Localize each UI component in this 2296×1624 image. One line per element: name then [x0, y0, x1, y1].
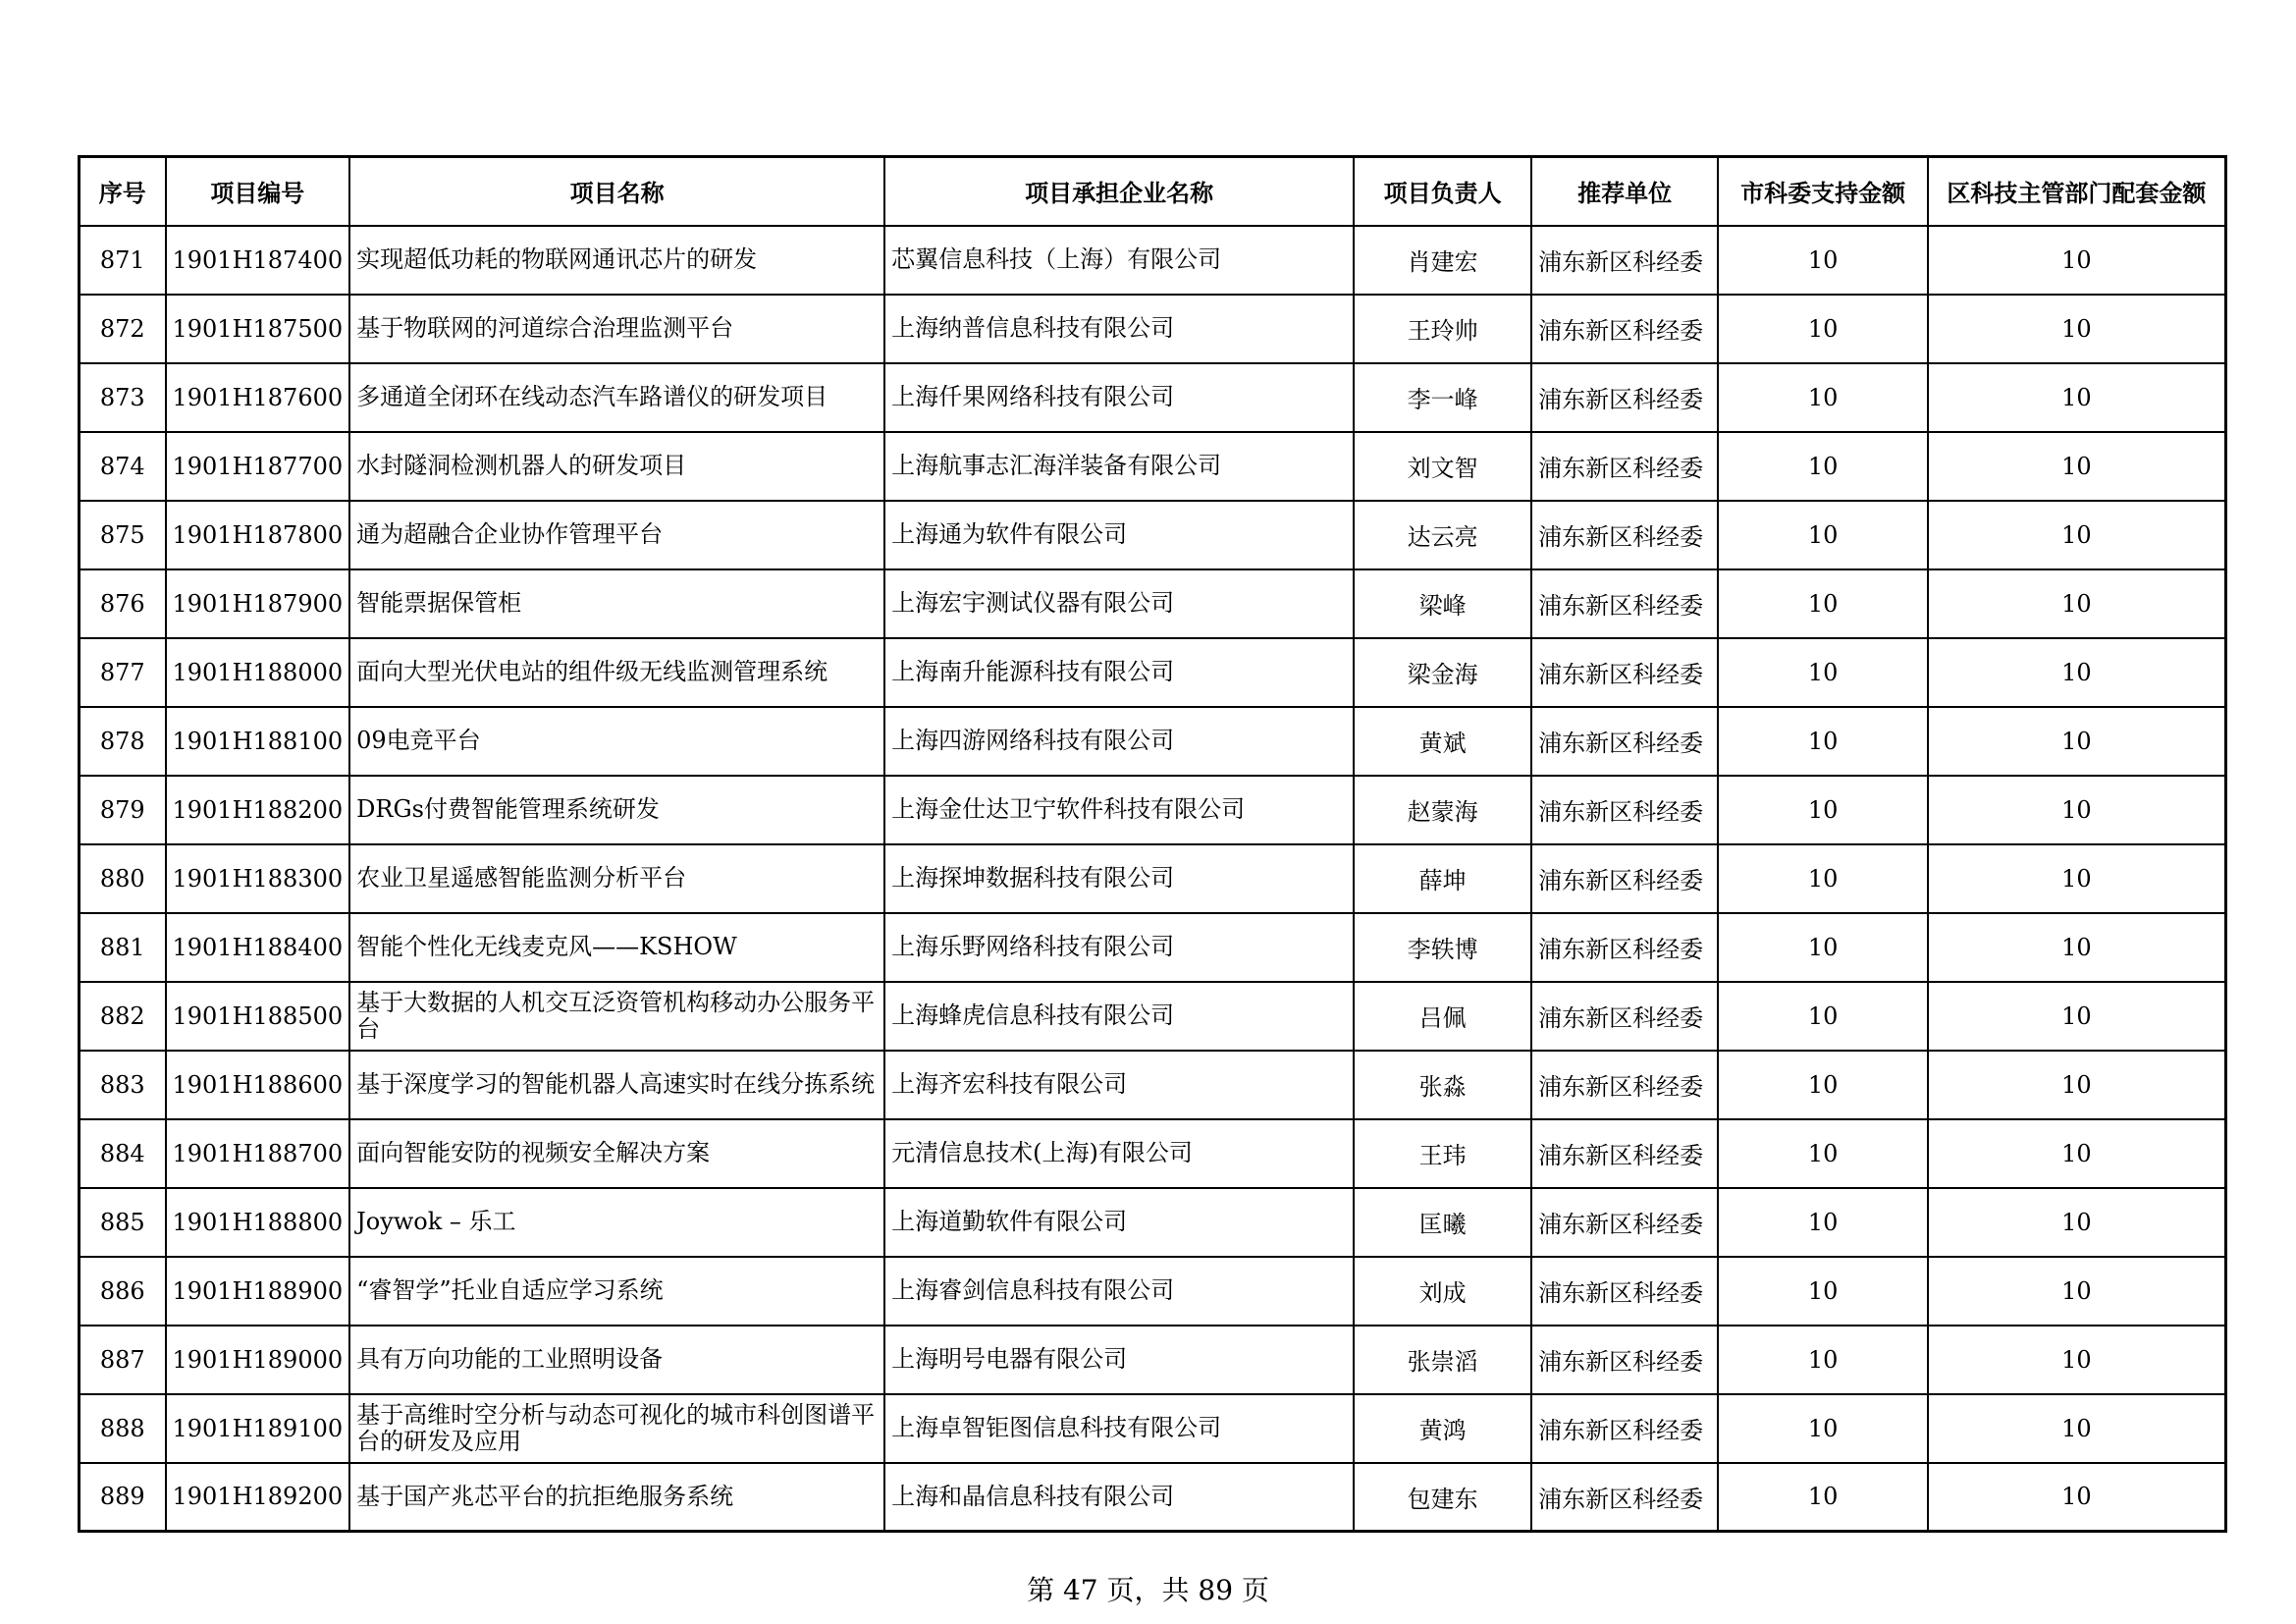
- cell-city-funding: 10: [1718, 1257, 1928, 1326]
- cell-district-funding: 10: [1928, 501, 2225, 569]
- table-row: [80, 569, 2226, 638]
- cell-seq: 886: [80, 1257, 166, 1326]
- cell-district-funding: 10: [1928, 913, 2225, 982]
- cell-district-funding: 10: [1928, 295, 2225, 363]
- cell-seq: 882: [80, 982, 166, 1051]
- cell-recommender: 浦东新区科经委: [1531, 707, 1718, 776]
- cell-project-id: 1901H189000: [166, 1326, 350, 1394]
- table-row: [80, 844, 2226, 913]
- cell-seq: 883: [80, 1051, 166, 1119]
- cell-city-funding: 10: [1718, 1051, 1928, 1119]
- cell-company: 上海纳普信息科技有限公司: [884, 295, 1354, 363]
- table-row: [80, 363, 2226, 432]
- col-header-project-id: 项目编号: [166, 157, 350, 226]
- cell-project-name: 基于大数据的人机交互泛资管机构移动办公服务平台: [349, 982, 884, 1051]
- cell-seq: 885: [80, 1188, 166, 1257]
- cell-city-funding: 10: [1718, 1463, 1928, 1532]
- cell-recommender: 浦东新区科经委: [1531, 776, 1718, 844]
- cell-district-funding: 10: [1928, 226, 2225, 295]
- table-row: [80, 226, 2226, 295]
- table-row: [80, 707, 2226, 776]
- cell-city-funding: 10: [1718, 1188, 1928, 1257]
- cell-recommender: 浦东新区科经委: [1531, 1394, 1718, 1463]
- cell-project-name: 基于高维时空分析与动态可视化的城市科创图谱平台的研发及应用: [349, 1394, 884, 1463]
- cell-seq: 875: [80, 501, 166, 569]
- cell-leader: 李轶博: [1354, 913, 1531, 982]
- cell-project-id: 1901H188400: [166, 913, 350, 982]
- cell-leader: 梁金海: [1354, 638, 1531, 707]
- cell-project-id: 1901H188100: [166, 707, 350, 776]
- cell-company: 上海南升能源科技有限公司: [884, 638, 1354, 707]
- cell-city-funding: 10: [1718, 363, 1928, 432]
- col-header-company: 项目承担企业名称: [884, 157, 1354, 226]
- col-header-district-funding: 区科技主管部门配套金额: [1928, 157, 2225, 226]
- cell-leader: 王玮: [1354, 1119, 1531, 1188]
- col-header-recommender: 推荐单位: [1531, 157, 1718, 226]
- cell-project-name: 面向大型光伏电站的组件级无线监测管理系统: [349, 638, 884, 707]
- cell-district-funding: 10: [1928, 1394, 2225, 1463]
- cell-city-funding: 10: [1718, 707, 1928, 776]
- cell-project-name: 基于物联网的河道综合治理监测平台: [349, 295, 884, 363]
- cell-city-funding: 10: [1718, 844, 1928, 913]
- cell-leader: 张淼: [1354, 1051, 1531, 1119]
- cell-seq: 884: [80, 1119, 166, 1188]
- cell-city-funding: 10: [1718, 432, 1928, 501]
- table-row: [80, 1188, 2226, 1257]
- cell-leader: 吕佩: [1354, 982, 1531, 1051]
- cell-project-name: “睿智学”托业自适应学习系统: [349, 1257, 884, 1326]
- project-table: [78, 155, 2227, 1533]
- cell-project-name: 面向智能安防的视频安全解决方案: [349, 1119, 884, 1188]
- cell-leader: 包建东: [1354, 1463, 1531, 1532]
- cell-project-name: 农业卫星遥感智能监测分析平台: [349, 844, 884, 913]
- col-header-project-name: 项目名称: [349, 157, 884, 226]
- cell-company: 上海蜂虎信息科技有限公司: [884, 982, 1354, 1051]
- cell-project-id: 1901H188000: [166, 638, 350, 707]
- cell-recommender: 浦东新区科经委: [1531, 1326, 1718, 1394]
- cell-recommender: 浦东新区科经委: [1531, 638, 1718, 707]
- cell-project-id: 1901H188500: [166, 982, 350, 1051]
- cell-project-id: 1901H188900: [166, 1257, 350, 1326]
- cell-district-funding: 10: [1928, 1051, 2225, 1119]
- cell-company: 元清信息技术(上海)有限公司: [884, 1119, 1354, 1188]
- table-row: [80, 776, 2226, 844]
- cell-recommender: 浦东新区科经委: [1531, 1188, 1718, 1257]
- cell-leader: 黄鸿: [1354, 1394, 1531, 1463]
- table-row: [80, 1326, 2226, 1394]
- cell-city-funding: 10: [1718, 569, 1928, 638]
- cell-project-id: 1901H187800: [166, 501, 350, 569]
- cell-company: 上海齐宏科技有限公司: [884, 1051, 1354, 1119]
- table-row: [80, 501, 2226, 569]
- cell-district-funding: 10: [1928, 432, 2225, 501]
- table-row: [80, 295, 2226, 363]
- cell-project-id: 1901H188200: [166, 776, 350, 844]
- cell-project-id: 1901H187500: [166, 295, 350, 363]
- cell-project-name: 具有万向功能的工业照明设备: [349, 1326, 884, 1394]
- cell-company: 上海乐野网络科技有限公司: [884, 913, 1354, 982]
- cell-city-funding: 10: [1718, 982, 1928, 1051]
- cell-project-name: 基于深度学习的智能机器人高速实时在线分拣系统: [349, 1051, 884, 1119]
- cell-city-funding: 10: [1718, 501, 1928, 569]
- cell-company: 上海道勤软件有限公司: [884, 1188, 1354, 1257]
- cell-project-name: 多通道全闭环在线动态汽车路谱仪的研发项目: [349, 363, 884, 432]
- cell-seq: 876: [80, 569, 166, 638]
- cell-recommender: 浦东新区科经委: [1531, 363, 1718, 432]
- cell-project-name: 智能票据保管柜: [349, 569, 884, 638]
- cell-seq: 880: [80, 844, 166, 913]
- cell-recommender: 浦东新区科经委: [1531, 295, 1718, 363]
- cell-project-name: 水封隧洞检测机器人的研发项目: [349, 432, 884, 501]
- table-row: [80, 1257, 2226, 1326]
- cell-recommender: 浦东新区科经委: [1531, 432, 1718, 501]
- cell-company: 上海和晶信息科技有限公司: [884, 1463, 1354, 1532]
- cell-seq: 872: [80, 295, 166, 363]
- cell-district-funding: 10: [1928, 1119, 2225, 1188]
- cell-seq: 878: [80, 707, 166, 776]
- cell-company: 上海四游网络科技有限公司: [884, 707, 1354, 776]
- cell-recommender: 浦东新区科经委: [1531, 1257, 1718, 1326]
- cell-project-name: 实现超低功耗的物联网通讯芯片的研发: [349, 226, 884, 295]
- col-header-leader: 项目负责人: [1354, 157, 1531, 226]
- cell-district-funding: 10: [1928, 707, 2225, 776]
- table-row: [80, 1051, 2226, 1119]
- cell-recommender: 浦东新区科经委: [1531, 569, 1718, 638]
- cell-recommender: 浦东新区科经委: [1531, 1051, 1718, 1119]
- cell-city-funding: 10: [1718, 776, 1928, 844]
- cell-project-name: 09电竞平台: [349, 707, 884, 776]
- cell-district-funding: 10: [1928, 844, 2225, 913]
- cell-district-funding: 10: [1928, 1188, 2225, 1257]
- cell-project-id: 1901H189100: [166, 1394, 350, 1463]
- cell-leader: 梁峰: [1354, 569, 1531, 638]
- cell-company: 上海通为软件有限公司: [884, 501, 1354, 569]
- cell-recommender: 浦东新区科经委: [1531, 913, 1718, 982]
- col-header-seq: 序号: [80, 157, 166, 226]
- cell-recommender: 浦东新区科经委: [1531, 982, 1718, 1051]
- cell-leader: 李一峰: [1354, 363, 1531, 432]
- cell-district-funding: 10: [1928, 1326, 2225, 1394]
- cell-city-funding: 10: [1718, 913, 1928, 982]
- cell-recommender: 浦东新区科经委: [1531, 226, 1718, 295]
- cell-recommender: 浦东新区科经委: [1531, 1463, 1718, 1532]
- cell-leader: 刘文智: [1354, 432, 1531, 501]
- cell-company: 上海卓智钜图信息科技有限公司: [884, 1394, 1354, 1463]
- cell-project-id: 1901H187400: [166, 226, 350, 295]
- cell-company: 上海明号电器有限公司: [884, 1326, 1354, 1394]
- cell-city-funding: 10: [1718, 1394, 1928, 1463]
- cell-seq: 879: [80, 776, 166, 844]
- cell-city-funding: 10: [1718, 226, 1928, 295]
- table-row: [80, 982, 2226, 1051]
- cell-district-funding: 10: [1928, 569, 2225, 638]
- table-row: [80, 913, 2226, 982]
- cell-company: 上海金仕达卫宁软件科技有限公司: [884, 776, 1354, 844]
- cell-leader: 达云亮: [1354, 501, 1531, 569]
- cell-seq: 874: [80, 432, 166, 501]
- cell-seq: 881: [80, 913, 166, 982]
- cell-city-funding: 10: [1718, 295, 1928, 363]
- cell-leader: 肖建宏: [1354, 226, 1531, 295]
- page-footer: 第 47 页，共 89 页: [1027, 1574, 1269, 1606]
- cell-leader: 赵蒙海: [1354, 776, 1531, 844]
- cell-company: 上海航事志汇海洋装备有限公司: [884, 432, 1354, 501]
- cell-city-funding: 10: [1718, 1119, 1928, 1188]
- table-row: [80, 638, 2226, 707]
- cell-leader: 王玲帅: [1354, 295, 1531, 363]
- cell-district-funding: 10: [1928, 1463, 2225, 1532]
- cell-project-id: 1901H189200: [166, 1463, 350, 1532]
- table-row: [80, 1119, 2226, 1188]
- cell-project-name: Joywok – 乐工: [349, 1188, 884, 1257]
- col-header-city-funding: 市科委支持金额: [1718, 157, 1928, 226]
- cell-project-id: 1901H188700: [166, 1119, 350, 1188]
- cell-project-name: 通为超融合企业协作管理平台: [349, 501, 884, 569]
- cell-project-id: 1901H187900: [166, 569, 350, 638]
- cell-leader: 匡曦: [1354, 1188, 1531, 1257]
- table-row: [80, 1394, 2226, 1463]
- cell-leader: 薛坤: [1354, 844, 1531, 913]
- cell-district-funding: 10: [1928, 638, 2225, 707]
- cell-project-name: 智能个性化无线麦克风——KSHOW: [349, 913, 884, 982]
- cell-project-name: DRGs付费智能管理系统研发: [349, 776, 884, 844]
- cell-seq: 873: [80, 363, 166, 432]
- cell-district-funding: 10: [1928, 1257, 2225, 1326]
- cell-seq: 888: [80, 1394, 166, 1463]
- cell-seq: 877: [80, 638, 166, 707]
- cell-company: 上海探坤数据科技有限公司: [884, 844, 1354, 913]
- cell-company: 芯翼信息科技（上海）有限公司: [884, 226, 1354, 295]
- cell-project-name: 基于国产兆芯平台的抗拒绝服务系统: [349, 1463, 884, 1532]
- cell-project-id: 1901H188800: [166, 1188, 350, 1257]
- cell-project-id: 1901H188600: [166, 1051, 350, 1119]
- cell-company: 上海睿剑信息科技有限公司: [884, 1257, 1354, 1326]
- cell-seq: 887: [80, 1326, 166, 1394]
- cell-project-id: 1901H187700: [166, 432, 350, 501]
- cell-city-funding: 10: [1718, 638, 1928, 707]
- cell-leader: 张崇滔: [1354, 1326, 1531, 1394]
- cell-recommender: 浦东新区科经委: [1531, 501, 1718, 569]
- cell-recommender: 浦东新区科经委: [1531, 1119, 1718, 1188]
- table-row: [80, 1463, 2226, 1532]
- cell-district-funding: 10: [1928, 776, 2225, 844]
- table-row: [80, 432, 2226, 501]
- cell-project-id: 1901H187600: [166, 363, 350, 432]
- cell-company: 上海仟果网络科技有限公司: [884, 363, 1354, 432]
- cell-leader: 黄斌: [1354, 707, 1531, 776]
- cell-district-funding: 10: [1928, 982, 2225, 1051]
- cell-project-id: 1901H188300: [166, 844, 350, 913]
- header-row: [80, 157, 2226, 226]
- cell-recommender: 浦东新区科经委: [1531, 844, 1718, 913]
- cell-company: 上海宏宇测试仪器有限公司: [884, 569, 1354, 638]
- cell-seq: 889: [80, 1463, 166, 1532]
- cell-leader: 刘成: [1354, 1257, 1531, 1326]
- cell-district-funding: 10: [1928, 363, 2225, 432]
- cell-seq: 871: [80, 226, 166, 295]
- cell-city-funding: 10: [1718, 1326, 1928, 1394]
